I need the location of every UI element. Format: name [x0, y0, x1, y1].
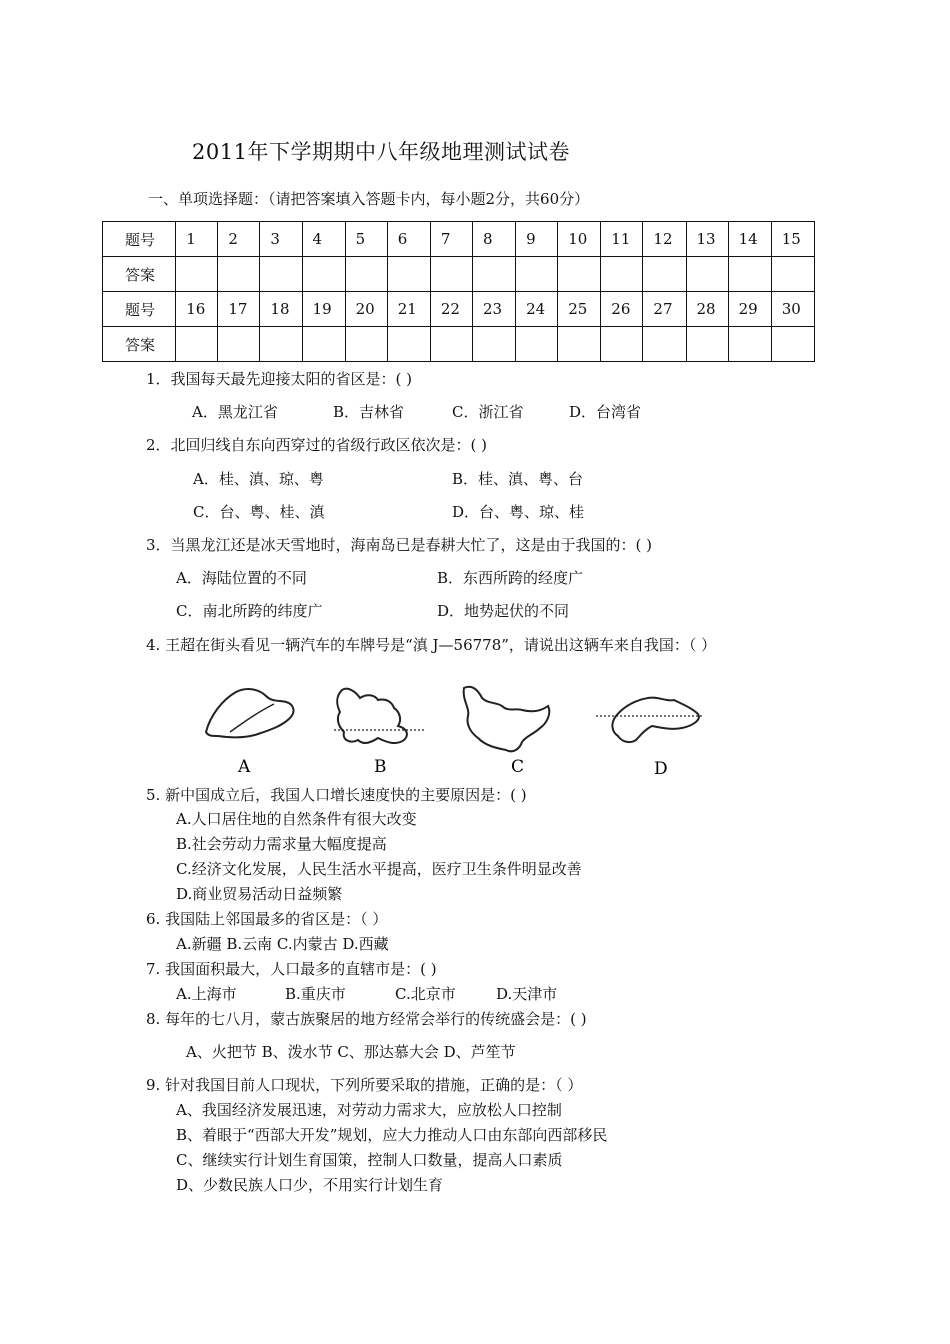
question-number-cell: 24 [516, 292, 558, 327]
map-b [334, 689, 424, 777]
answer-cell[interactable] [643, 327, 686, 362]
question-number-cell: 27 [643, 292, 686, 327]
question-number-cell: 26 [601, 292, 643, 327]
answer-cell[interactable] [558, 257, 601, 292]
map-label-d: D [654, 759, 668, 779]
answer-cell[interactable] [771, 257, 814, 292]
question-number-cell: 8 [472, 222, 515, 257]
answer-cell[interactable] [601, 257, 643, 292]
answer-cell[interactable] [771, 327, 814, 362]
answer-cell[interactable] [260, 257, 302, 292]
row-label-answer: 答案 [103, 327, 176, 362]
map-d [596, 698, 702, 779]
answer-cell[interactable] [345, 257, 387, 292]
question-number-cell: 30 [771, 292, 814, 327]
question-1-option-a: A．黑龙江省 [192, 403, 278, 421]
question-number-cell: 22 [430, 292, 472, 327]
answer-cell[interactable] [387, 257, 430, 292]
question-number-cell: 14 [728, 222, 771, 257]
answer-cell[interactable] [601, 327, 643, 362]
answer-cell[interactable] [387, 327, 430, 362]
question-number-cell: 15 [771, 222, 814, 257]
question-2-option-d: D．台、粤、琼、桂 [452, 503, 585, 521]
answer-cell[interactable] [176, 257, 218, 292]
question-number-cell: 4 [302, 222, 345, 257]
question-5-option-d: D.商业贸易活动日益频繁 [176, 885, 343, 903]
table-row-answers-2 [103, 327, 815, 362]
province-outline-maps [196, 676, 716, 780]
question-number-cell: 9 [516, 222, 558, 257]
question-number-cell: 29 [728, 292, 771, 327]
answer-cell[interactable] [260, 327, 302, 362]
answer-table [102, 221, 815, 362]
question-3-option-a: A．海陆位置的不同 [176, 569, 307, 587]
question-number-cell: 23 [472, 292, 515, 327]
question-1-option-b: B．吉林省 [333, 403, 405, 421]
question-number-cell: 18 [260, 292, 302, 327]
question-1-option-c: C．浙江省 [452, 403, 524, 421]
answer-cell[interactable] [472, 327, 515, 362]
question-6-stem: 6. 我国陆上邻国最多的省区是：（ ） [146, 910, 388, 928]
answer-cell[interactable] [516, 327, 558, 362]
question-number-cell: 25 [558, 292, 601, 327]
question-number-cell: 11 [601, 222, 643, 257]
answer-cell[interactable] [728, 327, 771, 362]
question-2-option-b: B．桂、滇、粤、台 [452, 470, 584, 488]
question-7-option-b: B.重庆市 [285, 985, 346, 1003]
question-9-option-c: C、继续实行计划生育国策，控制人口数量，提高人口素质 [176, 1151, 563, 1169]
question-9-option-b: B、着眼于“西部大开发”规划，应大力推动人口由东部向西部移民 [176, 1126, 608, 1144]
answer-cell[interactable] [302, 257, 345, 292]
question-number-cell: 13 [686, 222, 728, 257]
question-3-stem: 3．当黑龙江还是冰天雪地时，海南岛已是春耕大忙了，这是由于我国的：( ) [146, 536, 653, 554]
page-title: 2011年下学期期中八年级地理测试试卷 [192, 140, 570, 164]
answer-cell[interactable] [176, 327, 218, 362]
question-2-stem: 2．北回归线自东向西穿过的省级行政区依次是：( ) [146, 436, 488, 454]
row-label-answer: 答案 [103, 257, 176, 292]
map-a [206, 689, 293, 777]
question-number-cell: 10 [558, 222, 601, 257]
question-number-cell: 17 [218, 292, 260, 327]
question-8-options: A、火把节 B、泼水节 C、那达慕大会 D、芦笙节 [186, 1043, 516, 1061]
question-number-cell: 2 [218, 222, 260, 257]
map-c [464, 687, 550, 777]
question-number-cell: 3 [260, 222, 302, 257]
answer-cell[interactable] [728, 257, 771, 292]
question-number-cell: 5 [345, 222, 387, 257]
question-7-option-c: C.北京市 [395, 985, 456, 1003]
answer-cell[interactable] [516, 257, 558, 292]
table-row-numbers-2 [103, 292, 815, 327]
question-5-option-c: C.经济文化发展，人民生活水平提高，医疗卫生条件明显改善 [176, 860, 582, 878]
question-number-cell: 21 [387, 292, 430, 327]
map-label-b: B [374, 757, 387, 777]
question-3-option-d: D．地势起伏的不同 [437, 602, 570, 620]
answer-cell[interactable] [686, 257, 728, 292]
question-number-cell: 7 [430, 222, 472, 257]
row-label-number: 题号 [103, 292, 176, 327]
answer-cell[interactable] [302, 327, 345, 362]
question-7-option-d: D.天津市 [496, 985, 558, 1003]
question-5-option-b: B.社会劳动力需求量大幅度提高 [176, 835, 387, 853]
question-number-cell: 28 [686, 292, 728, 327]
question-9-stem: 9. 针对我国目前人口现状，下列所要采取的措施，正确的是：（ ） [146, 1076, 583, 1094]
question-number-cell: 12 [643, 222, 686, 257]
row-label-number: 题号 [103, 222, 176, 257]
answer-cell[interactable] [218, 257, 260, 292]
question-number-cell: 1 [176, 222, 218, 257]
question-4-stem: 4. 王超在街头看见一辆汽车的车牌号是“滇 J—56778”，请说出这辆车来自我国：（ ） [146, 636, 717, 654]
answer-cell[interactable] [686, 327, 728, 362]
question-8-stem: 8. 每年的七八月，蒙古族聚居的地方经常会举行的传统盛会是：( ) [146, 1010, 587, 1028]
question-6-options: A.新疆 B.云南 C.内蒙古 D.西藏 [176, 935, 389, 953]
question-5-option-a: A.人口居住地的自然条件有很大改变 [176, 810, 417, 828]
question-number-cell: 6 [387, 222, 430, 257]
answer-cell[interactable] [558, 327, 601, 362]
map-label-c: C [511, 757, 525, 777]
map-label-a: A [238, 757, 251, 777]
question-1-stem: 1．我国每天最先迎接太阳的省区是：( ) [146, 370, 413, 388]
question-7-stem: 7. 我国面积最大，人口最多的直辖市是：( ) [146, 960, 437, 978]
answer-cell[interactable] [218, 327, 260, 362]
answer-cell[interactable] [472, 257, 515, 292]
answer-cell[interactable] [430, 327, 472, 362]
question-3-option-b: B．东西所跨的经度广 [437, 569, 584, 587]
question-number-cell: 16 [176, 292, 218, 327]
question-9-option-d: D、少数民族人口少，不用实行计划生育 [176, 1176, 444, 1194]
question-2-option-a: A．桂、滇、琼、粤 [193, 470, 324, 488]
question-1-option-d: D．台湾省 [569, 403, 642, 421]
answer-cell[interactable] [643, 257, 686, 292]
table-row-numbers-1 [103, 222, 815, 257]
question-number-cell: 20 [345, 292, 387, 327]
question-5-stem: 5. 新中国成立后，我国人口增长速度快的主要原因是：( ) [146, 786, 527, 804]
section-heading: 一、单项选择题：（请把答案填入答题卡内，每小题2分，共60分） [148, 190, 590, 208]
answer-cell[interactable] [430, 257, 472, 292]
question-2-option-c: C．台、粤、桂、滇 [193, 503, 325, 521]
table-row-answers-1 [103, 257, 815, 292]
question-number-cell: 19 [302, 292, 345, 327]
question-9-option-a: A、我国经济发展迅速，对劳动力需求大，应放松人口控制 [176, 1101, 562, 1119]
question-7-option-a: A.上海市 [176, 985, 237, 1003]
question-3-option-c: C．南北所跨的纬度广 [176, 602, 323, 620]
answer-cell[interactable] [345, 327, 387, 362]
